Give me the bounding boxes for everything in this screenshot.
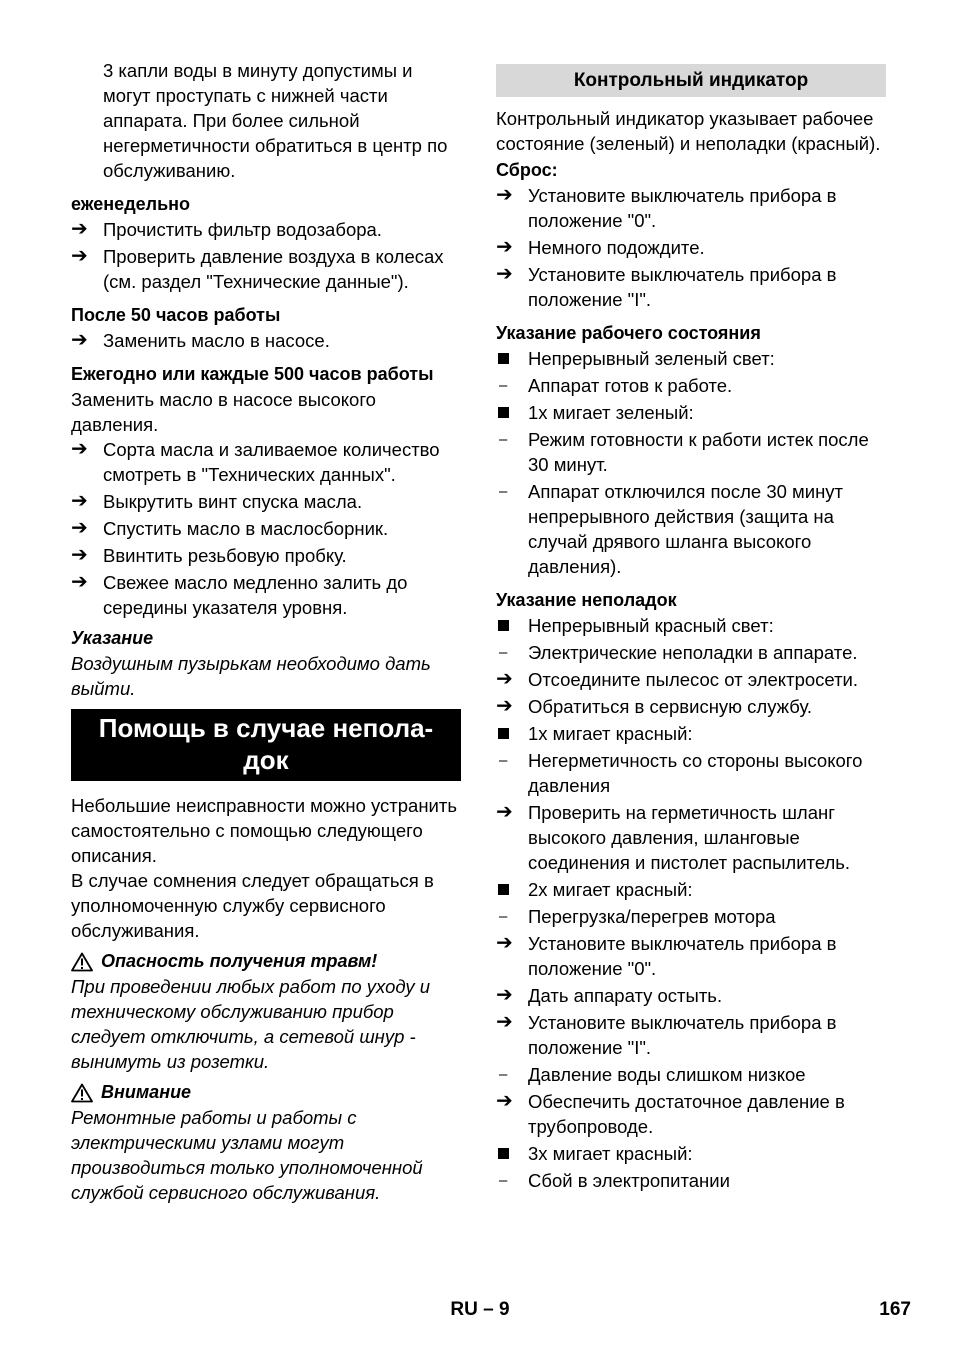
status-heading: Указание рабочего состояния: [496, 323, 761, 343]
leak-paragraph: 3 капли воды в минуту допустимы и могут проступать с нижней части аппарата. При более сильной негерметичности обратиться в центр по обслуживанию.: [103, 60, 448, 181]
list-item-text: Сорта масла и заливаемое количество смотреть в "Технических данных".: [103, 439, 440, 485]
list-item: [496, 1141, 886, 1166]
dash-bullet: –: [499, 752, 508, 769]
attention-heading-row: [71, 1080, 461, 1105]
arrow-right-icon: ➔: [71, 490, 88, 512]
list-item: [496, 235, 886, 260]
list-item-text: Немного подождите.: [528, 237, 705, 258]
dash-bullet: –: [499, 908, 508, 925]
page-number: 167: [879, 1299, 911, 1320]
arrow-right-icon: ➔: [496, 668, 513, 690]
list-item-text: Сбой в электропитании: [528, 1170, 730, 1191]
dash-bullet: –: [499, 1172, 508, 1189]
list-item-text: Дать аппарату остыть.: [528, 985, 723, 1006]
attention-text: Ремонтные работы и работы с электрическими узлами могут производиться только уполномоченной службой сервисного обслуживания.: [71, 1107, 423, 1203]
list-item: [496, 1089, 886, 1139]
list-item-text: Негерметичность со стороны высокого давления: [528, 750, 863, 796]
arrow-right-icon: ➔: [496, 695, 513, 717]
dash-bullet: –: [499, 377, 508, 394]
list-item: [496, 346, 886, 371]
list-item: [496, 613, 886, 638]
list-item-text: Заменить масло в насосе.: [103, 330, 330, 351]
yearly-list: [71, 437, 461, 620]
list-item: [496, 800, 886, 875]
help-paragraph-2: В случае сомнения следует обращаться в уполномоченную службу сервисного обслуживания.: [71, 870, 434, 941]
list-item: [71, 437, 461, 487]
list-item: [496, 427, 886, 477]
fault-heading: Указание неполадок: [496, 590, 677, 610]
list-item-text: Обратиться в сервисную службу.: [528, 696, 812, 717]
list-item: [71, 328, 461, 353]
arrow-right-icon: ➔: [71, 245, 88, 267]
arrow-right-icon: ➔: [71, 329, 88, 351]
note-text: Воздушным пузырькам необходимо дать выйти.: [71, 653, 431, 699]
indicator-section-title: Контрольный индикатор: [496, 64, 886, 97]
list-item: [496, 1168, 886, 1193]
danger-heading: Опасность получения травм!: [101, 951, 378, 971]
danger-heading-row: [71, 949, 461, 974]
arrow-right-icon: ➔: [496, 1090, 513, 1112]
arrow-right-icon: ➔: [496, 236, 513, 258]
list-item: [496, 1062, 886, 1087]
status-list: [496, 346, 886, 579]
list-item-text: Прочистить фильтр водозабора.: [103, 219, 382, 240]
list-item-text: 1x мигает красный:: [528, 723, 693, 744]
indicator-intro: Контрольный индикатор указывает рабочее состояние (зеленый) и неполадки (красный).: [496, 108, 881, 154]
list-item: [496, 983, 886, 1008]
list-item: [496, 931, 886, 981]
list-item-text: Выкрутить винт спуска масла.: [103, 491, 363, 512]
list-item-text: Установите выключатель прибора в положение "0".: [528, 933, 837, 979]
list-item-text: Свежее масло медленно залить до середины указателя уровня.: [103, 572, 408, 618]
after-50h-list: [71, 328, 461, 353]
arrow-right-icon: ➔: [71, 517, 88, 539]
list-item-text: Режим готовности к работи истек после 30 минут.: [528, 429, 869, 475]
list-item: [496, 262, 886, 312]
reset-heading: Сброс:: [496, 160, 558, 180]
dash-bullet: –: [499, 644, 508, 661]
arrow-right-icon: ➔: [496, 801, 513, 823]
left-column: [71, 58, 461, 1205]
list-item: [496, 183, 886, 233]
right-column: [496, 58, 886, 1193]
list-item: [496, 721, 886, 746]
troubleshooting-banner: [71, 709, 461, 781]
banner-line-1: Помощь в случае непола-: [98, 713, 434, 743]
yearly-text: Заменить масло в насосе высокого давления.: [71, 389, 376, 435]
list-item-text: Спустить масло в маслосборник.: [103, 518, 389, 539]
help-paragraph-1: Небольшие неисправности можно устранить самостоятельно с помощью следующего описания.: [71, 795, 457, 866]
yearly-heading: Ежегодно или каждые 500 часов работы: [71, 364, 434, 384]
list-item-text: Непрерывный красный свет:: [528, 615, 774, 636]
danger-text: При проведении любых работ по уходу и техническому обслуживанию прибор следует отключить, а сетевой шнур - вынимуть из розетки.: [71, 976, 431, 1072]
attention-heading: Внимание: [101, 1082, 192, 1102]
list-item-text: Проверить давление воздуха в колесах (см. раздел "Технические данные").: [103, 246, 444, 292]
arrow-right-icon: ➔: [71, 571, 88, 593]
arrow-right-icon: ➔: [496, 984, 513, 1006]
weekly-list: [71, 217, 461, 294]
list-item-text: Установите выключатель прибора в положение "0".: [528, 185, 837, 231]
list-item-text: Отсоедините пылесос от электросети.: [528, 669, 859, 690]
list-item: [71, 217, 461, 242]
arrow-right-icon: ➔: [71, 218, 88, 240]
list-item: [496, 877, 886, 902]
arrow-right-icon: ➔: [496, 184, 513, 206]
dash-bullet: –: [499, 483, 508, 500]
list-item: [71, 244, 461, 294]
list-item: [71, 543, 461, 568]
list-item-text: Установите выключатель прибора в положение "I".: [528, 264, 837, 310]
fault-list: [496, 613, 886, 1193]
list-item-text: 3x мигает красный:: [528, 1143, 693, 1164]
list-item-text: 1x мигает зеленый:: [528, 402, 694, 423]
list-item-text: Аппарат отключился после 30 минут непрерывного действия (защита на случай дрявого шланга высокого давления).: [528, 481, 844, 577]
arrow-right-icon: ➔: [71, 438, 88, 460]
list-item: [71, 516, 461, 541]
list-item-text: Обеспечить достаточное давление в трубопроводе.: [528, 1091, 845, 1137]
warning-triangle-icon: [71, 952, 93, 972]
list-item-text: Установите выключатель прибора в положение "I".: [528, 1012, 837, 1058]
list-item: [71, 489, 461, 514]
list-item-text: Электрические неполадки в аппарате.: [528, 642, 858, 663]
after-50h-heading: После 50 часов работы: [71, 305, 281, 325]
weekly-heading: еженедельно: [71, 194, 190, 214]
banner-line-2: док: [243, 745, 289, 775]
dash-bullet: –: [499, 431, 508, 448]
section-page-label: RU – 9: [450, 1299, 510, 1320]
list-item-text: Непрерывный зеленый свет:: [528, 348, 775, 369]
list-item-text: Аппарат готов к работе.: [528, 375, 733, 396]
note-heading: Указание: [71, 628, 154, 648]
list-item: [496, 904, 886, 929]
list-item-text: 2x мигает красный:: [528, 879, 693, 900]
list-item: [496, 640, 886, 665]
list-item: [71, 570, 461, 620]
list-item-text: Проверить на герметичность шланг высокого давления, шланговые соединения и пистолет распылитель.: [528, 802, 851, 873]
arrow-right-icon: ➔: [496, 1011, 513, 1033]
reset-list: [496, 183, 886, 312]
warning-triangle-icon: [71, 1083, 93, 1103]
arrow-right-icon: ➔: [71, 544, 88, 566]
list-item: [496, 373, 886, 398]
dash-bullet: –: [499, 1066, 508, 1083]
list-item: [496, 400, 886, 425]
list-item: [496, 694, 886, 719]
list-item: [496, 1010, 886, 1060]
arrow-right-icon: ➔: [496, 932, 513, 954]
list-item: [496, 667, 886, 692]
list-item: [496, 479, 886, 579]
list-item-text: Давление воды слишком низкое: [528, 1064, 806, 1085]
list-item: [496, 748, 886, 798]
list-item-text: Ввинтить резьбовую пробку.: [103, 545, 347, 566]
arrow-right-icon: ➔: [496, 263, 513, 285]
list-item-text: Перегрузка/перегрев мотора: [528, 906, 776, 927]
